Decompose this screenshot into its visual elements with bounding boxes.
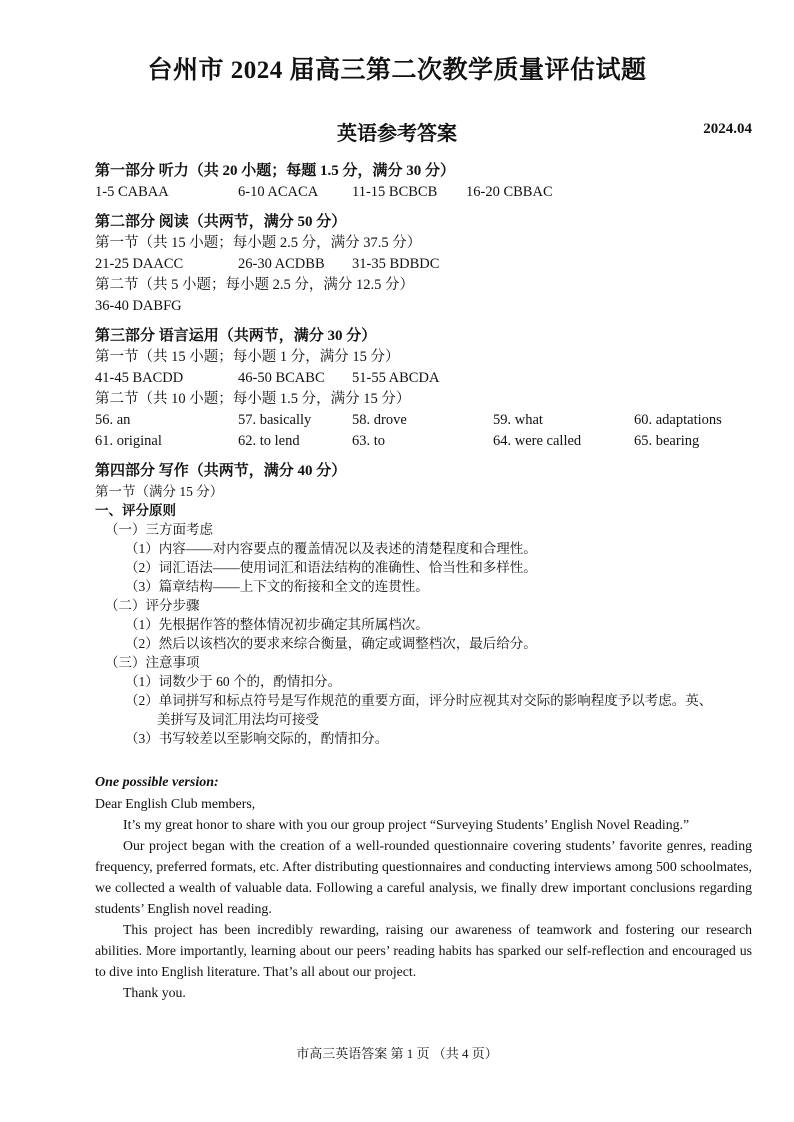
part3-section1-heading: 第一节（共 15 小题；每小题 1 分，满分 15 分） (95, 349, 400, 365)
part3-section2-heading: 第二节（共 10 小题；每小题 1.5 分，满分 15 分） (95, 391, 411, 407)
grading-rules (95, 482, 752, 748)
part2-heading: 第二部分 阅读（共两节，满分 50 分） (95, 214, 347, 230)
page-subtitle: 英语参考答案 (337, 123, 457, 145)
answer-group: 36-40 DABFG (95, 298, 182, 314)
answer-item: 65. bearing (634, 433, 700, 449)
answer-sections (95, 160, 752, 748)
answer-item: 61. original (95, 433, 162, 449)
rule-item: 美拼写及词汇用法均可接受 (157, 712, 319, 727)
page-footer: 市高三英语答案 第 1 页 （共 4 页） (296, 1046, 498, 1061)
aspects-heading: （一）三方面考虑 (105, 522, 213, 537)
answer-item: 58. drove (352, 412, 407, 428)
part1-answers (95, 182, 752, 203)
part3-section2-answers (95, 410, 752, 452)
rule-item: （1）词数少于 60 个的，酌情扣分。 (125, 674, 341, 689)
steps-heading: （二）评分步骤 (105, 598, 200, 613)
answer-item: 59. what (493, 412, 543, 428)
part3-section1-answers (95, 368, 752, 389)
answer-group: 21-25 DAACC (95, 256, 184, 272)
essay-paragraph: Our project began with the creation of a well-rounded questionnaire covering students’ favorite genres, reading frequency, preferred formats, etc. After distributing questionnaires and conducting interviews among 500 schoolmates, we collected a wealth of valuable data. Following a careful analysis, we finally drew important conclusions regarding students’ English novel reading. (95, 838, 752, 916)
part4-heading: 第四部分 写作（共两节，满分 40 分） (95, 463, 347, 479)
answer-group: 31-35 BDBDC (352, 256, 440, 272)
answer-group: 26-30 ACDBB (238, 256, 325, 272)
rule-item: （3）篇章结构——上下文的衔接和全文的连贯性。 (125, 579, 429, 594)
part1-heading: 第一部分 听力（共 20 小题；每题 1.5 分，满分 30 分） (95, 163, 456, 179)
part2-section2-answers (95, 296, 752, 317)
answer-group: 16-20 CBBAC (466, 184, 553, 200)
answer-group: 11-15 BCBCB (352, 184, 438, 200)
rule-item: （1）内容——对内容要点的覆盖情况以及表述的清楚程度和合理性。 (125, 541, 537, 556)
answer-item: 62. to lend (238, 433, 300, 449)
rule-item: （2）单词拼写和标点符号是写作规范的重要方面，评分时应视其对交际的影响程度予以考虑。英、 (125, 693, 713, 708)
part4-section1-heading: 第一节（满分 15 分） (95, 484, 224, 499)
rule-item: （2）词汇语法——使用词汇和语法结构的准确性、恰当性和多样性。 (125, 560, 537, 575)
answer-group: 51-55 ABCDA (352, 370, 440, 386)
answer-item: 57. basically (238, 412, 312, 428)
essay-paragraph: It’s my great honor to share with you our group project “Surveying Students’ English Novel Reading.” (123, 817, 690, 832)
notes-heading: （三）注意事项 (105, 655, 200, 670)
rule-item: （2）然后以该档次的要求来综合衡量，确定或调整档次，最后给分。 (125, 636, 537, 651)
rule-item: （3）书写较差以至影响交际的，酌情扣分。 (125, 731, 389, 746)
essay-salutation: Dear English Club members, (95, 796, 256, 811)
part3-heading: 第三部分 语言运用（共两节，满分 30 分） (95, 328, 377, 344)
sample-essay (95, 772, 752, 1003)
page-title: 台州市 2024 届高三第二次教学质量评估试题 (147, 57, 647, 84)
answer-group: 41-45 BACDD (95, 370, 184, 386)
exam-date: 2024.04 (703, 121, 752, 137)
answer-item: 60. adaptations (634, 412, 722, 428)
part2-section2-heading: 第二节（共 5 小题；每小题 2.5 分，满分 12.5 分） (95, 277, 414, 293)
part2-section1-heading: 第一节（共 15 小题；每小题 2.5 分，满分 37.5 分） (95, 235, 422, 251)
essay-label: One possible version: (95, 775, 219, 790)
principles-heading: 一、评分原则 (95, 503, 176, 518)
answer-group: 1-5 CABAA (95, 184, 169, 200)
answer-item: 56. an (95, 412, 131, 428)
part2-section1-answers (95, 254, 752, 275)
answer-item: 64. were called (493, 433, 582, 449)
answer-group: 6-10 ACACA (238, 184, 319, 200)
essay-paragraph: This project has been incredibly rewarding, raising our awareness of teamwork and fostering our research abilities. More importantly, learning about our peers’ reading habits has sparked our self-reflection and encouraged us to dive into English literature. That’s all about our project. (95, 922, 752, 979)
answer-group: 46-50 BCABC (238, 370, 325, 386)
rule-item: （1）先根据作答的整体情况初步确定其所属档次。 (125, 617, 429, 632)
answer-item: 63. to (352, 433, 386, 449)
essay-closing: Thank you. (123, 985, 186, 1000)
